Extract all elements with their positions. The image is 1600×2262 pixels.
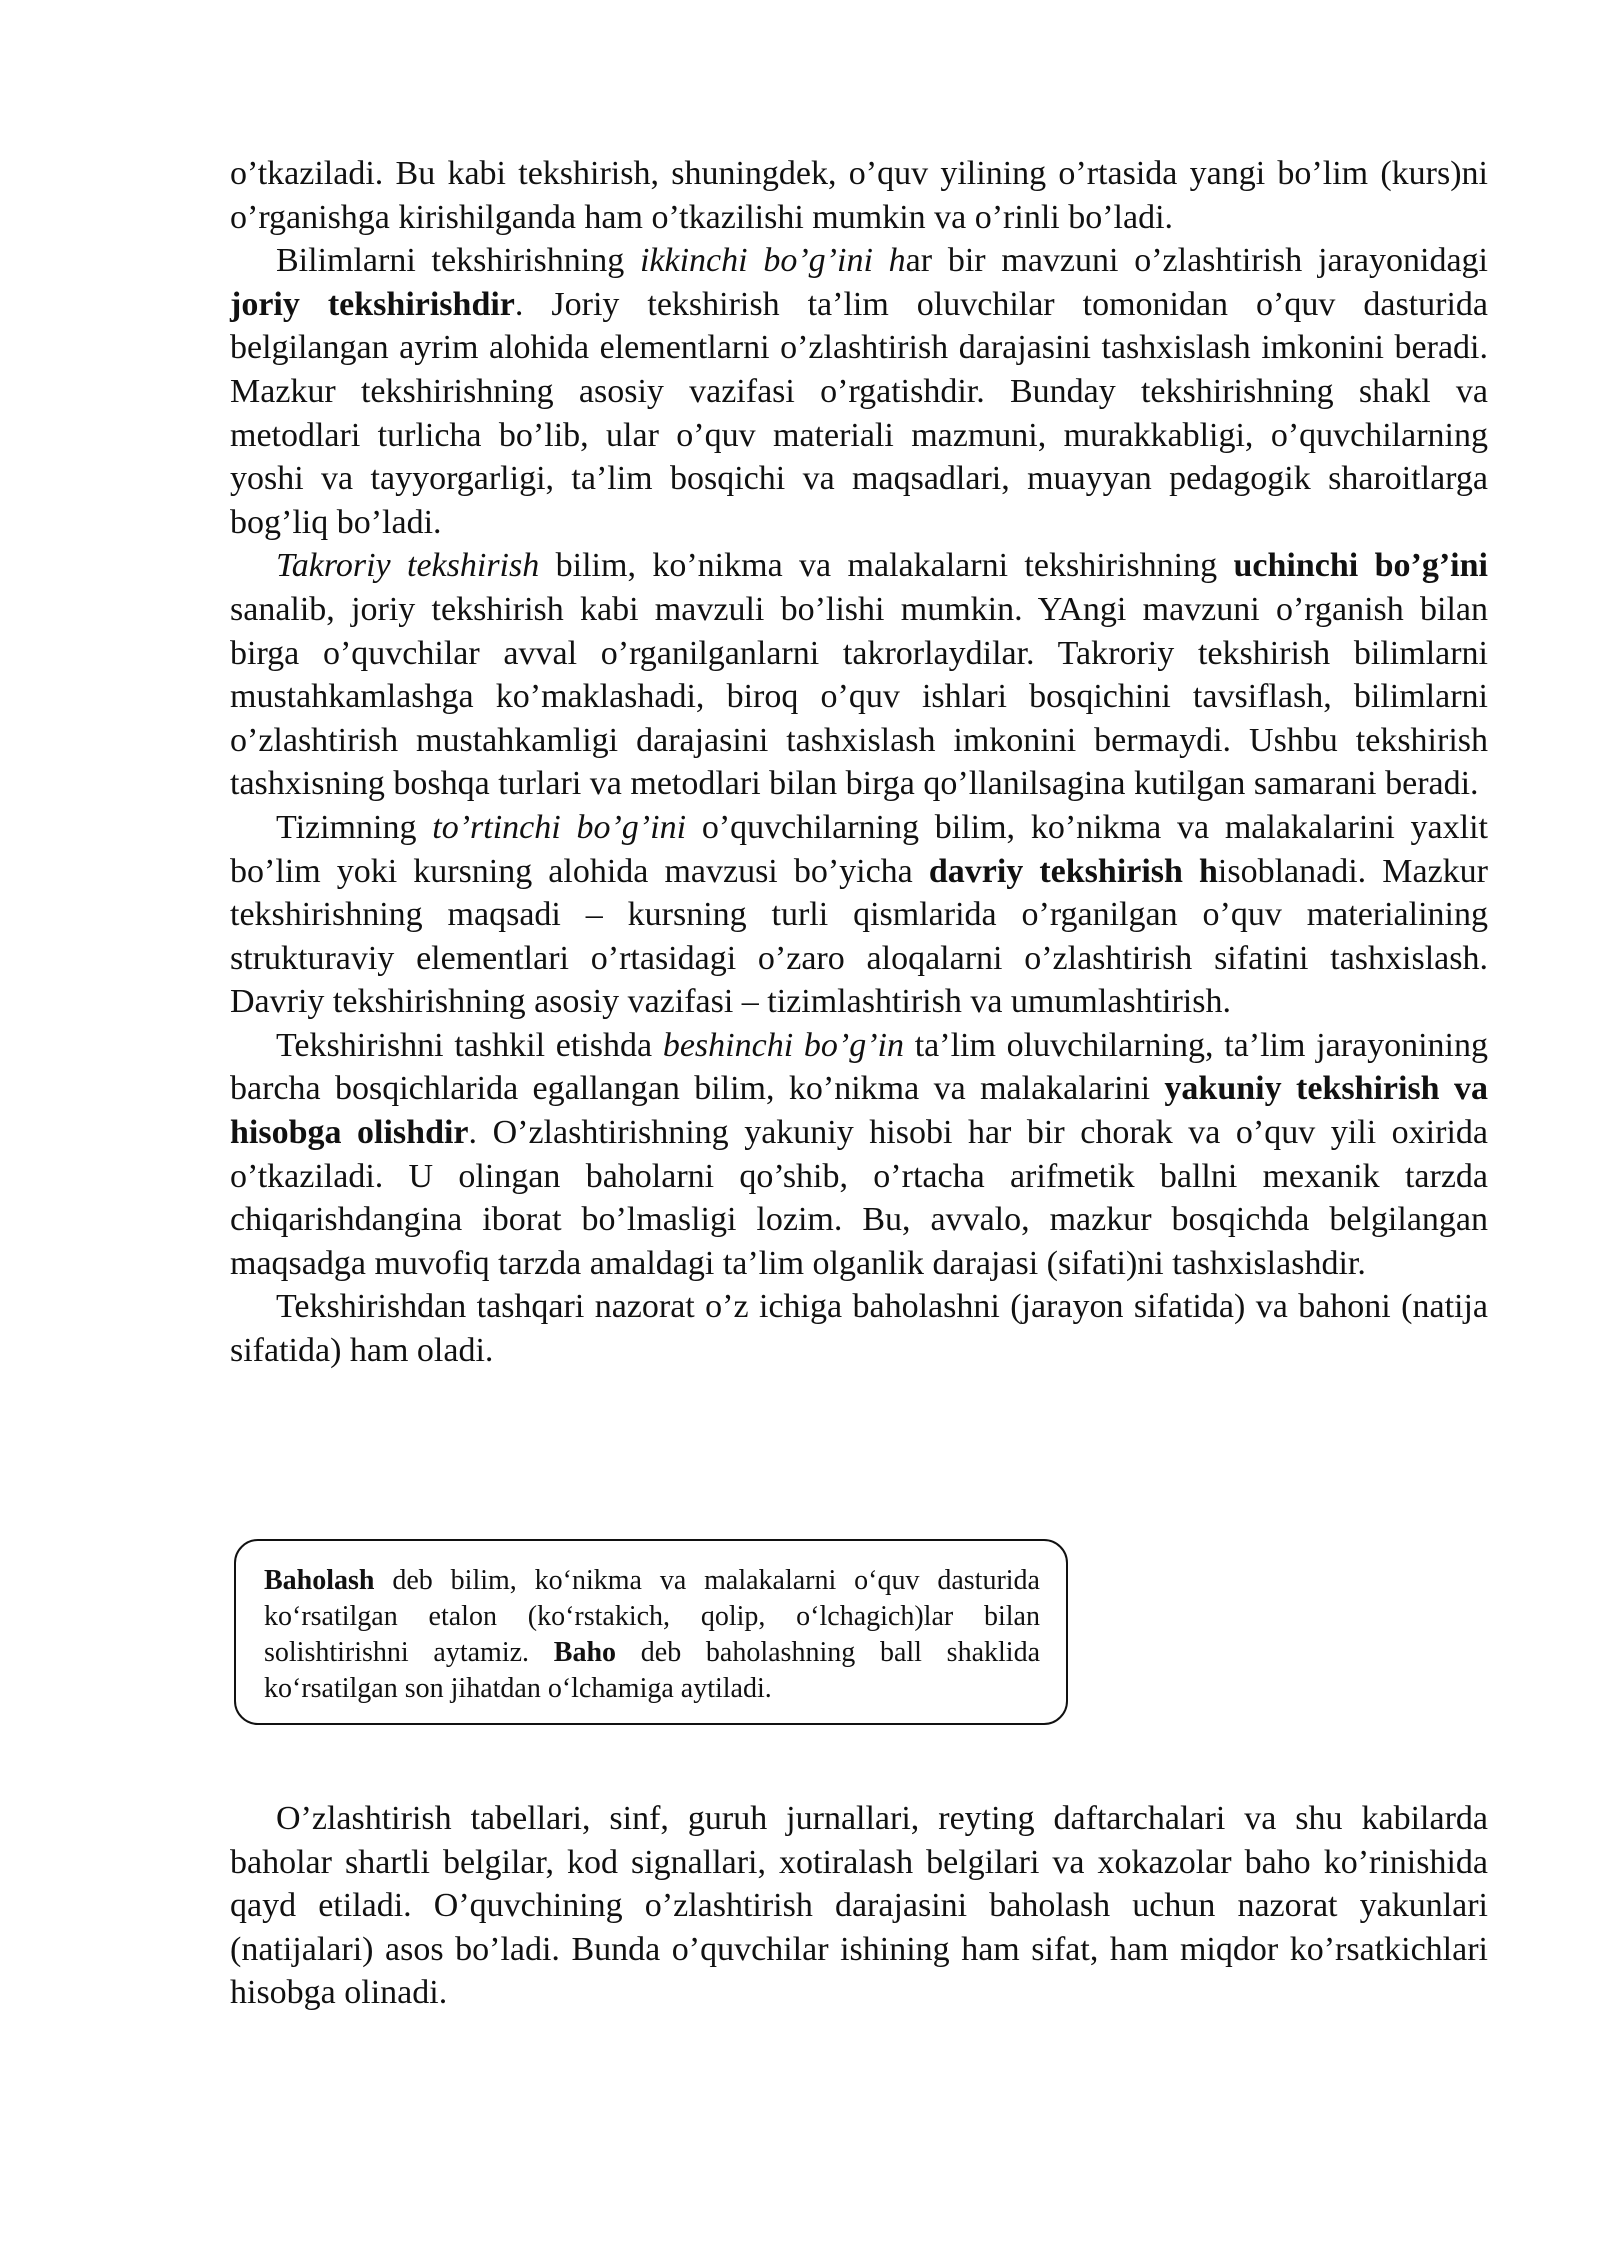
p3-italic: Takroriy tekshirish xyxy=(276,547,540,585)
paragraph-1: o’tkaziladi. Bu kabi tekshirish, shuningdek, o’quv yilining o’rtasida yangi bo’lim (kurs)ni o’rganishga kirishilganda ham o’tkazilishi mumkin va o’rinli bo’ladi. xyxy=(230,155,1488,236)
paragraph-6: Tekshirishdan tashqari nazorat o’z ichiga baholashni (jarayon sifatida) va bahoni (natija sifatida) ham oladi. xyxy=(230,1288,1488,1370)
p2-italic: ikkinchi bo’g’ini h xyxy=(639,242,906,280)
definition-box xyxy=(234,1539,1068,1725)
p4-text-a: Tizimning xyxy=(276,808,433,846)
paragraph-5 xyxy=(230,1024,1488,1286)
definition-text-1: deb bilim, ko‘nikma va malakalarni o‘quv dasturida ko‘rsatilgan etalon (ko‘rstakich, qolip, o‘lchagich)lar bilan solishtirishni aytamiz. xyxy=(264,1565,1040,1668)
paragraph-7: O’zlashtirish tabellari, sinf, guruh jurnallari, reyting daftarchalari va shu kabilarda baholar shartli belgilar, kod signallari, xotiralash belgilari va xokazolar baho ko’rinishida qayd etiladi. O’quvchining o’zlashtirish darajasini baholash uchun nazorat yakunlari (natijalari) asos bo’ladi. Bunda o’quvchilar ishining ham sifat, ham miqdor ko’rsatkichlari hisobga olinadi. xyxy=(230,1800,1488,2012)
main-text-top xyxy=(230,152,1488,1373)
p3-text-b: sanalib, joriy tekshirish kabi mavzuli bo’lishi mumkin. YAngi mavzuni o’rganish bilan birga o’quvchilar avval o’rganilganlarni takrorlaydilar. Takroriy tekshirish bilimlarni mustahkamlashga ko’maklashadi, biroq o’quv ishlari bosqichini tavsiflash, bilimlarni o’zlashtirish mustahkamligi darajasini tashxislash imkonini bermaydi. Ushbu tekshirish tashxisning boshqa turlari va metodlari bilan birga qo’llanilsagina kutilgan samarani beradi. xyxy=(230,590,1488,803)
paragraph-2 xyxy=(230,239,1488,544)
p4-text-c: isoblanadi. Mazkur tekshirishning maqsadi – kursning turli qismlarida o’rganilgan o’quv materialining strukturaviy elementlari o’rtasidagi o’zaro aloqalarni o’zlashtirish sifatini tashxislash. Davriy tekshirishning asosiy vazifasi – tizimlashtirish va umumlashtirish. xyxy=(230,852,1488,1021)
p4-text-b: o’quvchilarning bilim, ko’nikma va malakalarini yaxlit bo’lim yoki kursning alohida mavzusi bo’yicha xyxy=(230,808,1488,890)
p5-text-a: Tekshirishni tashkil etishda xyxy=(276,1026,663,1064)
p5-text-b: ta’lim oluvchilarning, ta’lim jarayonining barcha bosqichlarida egallangan bilim, ko’nikma va malakalarini xyxy=(230,1026,1489,1108)
definition-term-baholash: Baholash xyxy=(264,1565,375,1596)
p5-text-c: . O’zlashtirishning yakuniy hisobi har bir chorak va o’quv yili oxirida o’tkaziladi. U olingan baholarni qo’shib, o’rtacha arifmetik ballni mexanik tarzda chiqarishdangina iborat bo’lmasligi lozim. Bu, avvalo, mazkur bosqichda belgilangan maqsadga muvofiq tarzda amaldagi ta’lim olganlik darajasi (sifati)ni tashxislashdir. xyxy=(230,1114,1488,1282)
p3-text-a: bilim, ko’nikma va malakalarni tekshirishning xyxy=(539,547,1234,585)
p5-bold: yakuniy tekshirish va hisobga olishdir xyxy=(230,1070,1488,1152)
p2-text-b: ar bir mavzuni o’zlashtirish jarayonidagi xyxy=(905,242,1488,280)
paragraph-3 xyxy=(230,544,1488,806)
paragraph-4 xyxy=(230,806,1488,1024)
p4-italic: to’rtinchi bo’g’ini xyxy=(432,808,687,846)
p2-bold: joriy tekshirishdir xyxy=(230,285,515,323)
main-text-bottom xyxy=(230,1797,1488,2015)
definition-text xyxy=(264,1563,1040,1707)
p2-text-a: Bilimlarni tekshirishning xyxy=(276,242,640,280)
p4-bold: davriy tekshirish h xyxy=(928,852,1218,890)
p2-text-c: . Joriy tekshirish ta’lim oluvchilar tomonidan o’quv dasturida belgilangan ayrim alohida elementlarni o’zlashtirish darajasini tashxislash imkonini beradi. Mazkur tekshirishning asosiy vazifasi o’rgatishdir. Bunday tekshirishning shakl va metodlari turlicha bo’lib, ular o’quv materiali mazmuni, murakkabligi, o’quvchilarning yoshi va tayyorgarligi, ta’lim bosqichi va maqsadlari, muayyan pedagogik sharoitlarga bog’liq bo’ladi. xyxy=(230,285,1488,541)
p3-bold: uchinchi bo’g’ini xyxy=(1233,547,1488,585)
p5-italic: beshinchi bo’g’in xyxy=(662,1026,904,1064)
definition-text-2: deb baholashning ball shaklida ko‘rsatilgan son jihatdan o‘lchamiga aytiladi. xyxy=(264,1637,1040,1704)
definition-term-baho: Baho xyxy=(553,1637,617,1668)
